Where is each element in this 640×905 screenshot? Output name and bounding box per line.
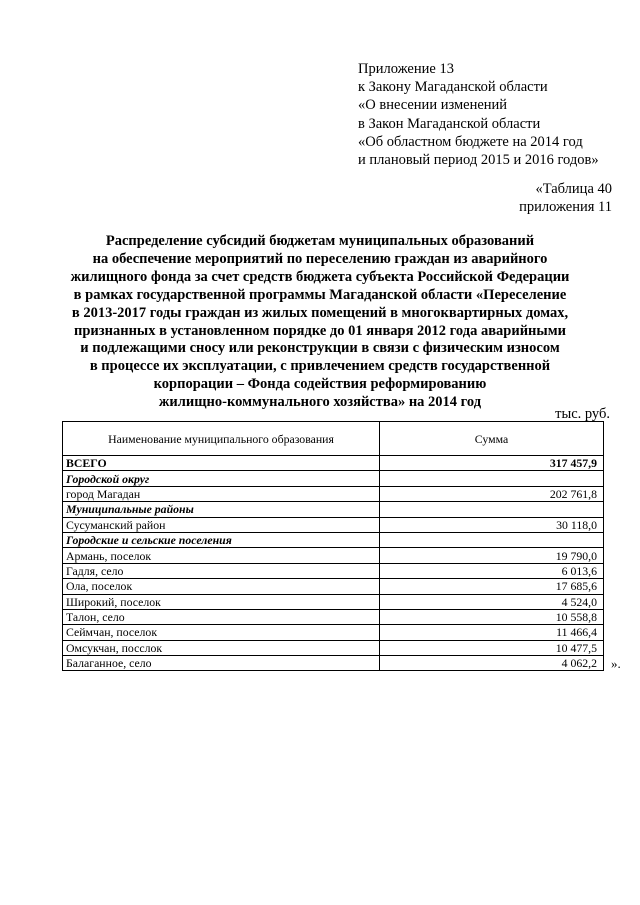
appendix-line: «О внесении изменений	[358, 97, 508, 114]
appendix-header	[358, 60, 633, 169]
title-line: на обеспечение мероприятий по переселению граждан из аварийного	[92, 250, 548, 267]
municipality-name: Сусуманский район	[63, 517, 380, 532]
table-row	[63, 548, 604, 563]
title-line: в рамках государственной программы Магаданской области «Переселение	[73, 286, 567, 303]
municipality-sum: 4 062,2	[380, 656, 604, 671]
column-header-sum: Сумма	[380, 422, 604, 456]
appendix-line: к Закону Магаданской области	[358, 79, 548, 96]
municipality-sum: 4 524,0	[380, 594, 604, 609]
title-line: и подлежащими сносу или реконструкции в связи с физическим износом	[80, 340, 560, 357]
appendix-line: в Закон Магаданской области	[358, 115, 541, 132]
group-heading-row	[63, 502, 604, 517]
table-row	[63, 656, 604, 671]
table-row	[63, 563, 604, 578]
municipality-sum: 17 685,6	[380, 579, 604, 594]
group-heading-row	[63, 532, 604, 547]
municipality-name: Талон, село	[63, 609, 380, 624]
title-line: в процессе их эксплуатации, с привлечением средств государственной	[89, 358, 551, 375]
appendix-line: и плановый период 2015 и 2016 годов»	[358, 152, 599, 169]
municipality-sum: 202 761,8	[380, 486, 604, 501]
table-row	[63, 486, 604, 501]
municipality-name: Сеймчан, поселок	[63, 625, 380, 640]
municipality-name: Армань, поселок	[63, 548, 380, 563]
title-line: жилищно-коммунального хозяйства» на 2014 год	[158, 394, 482, 411]
table-row	[63, 640, 604, 655]
municipality-sum: 30 118,0	[380, 517, 604, 532]
table-header-row	[63, 422, 604, 456]
empty-cell	[380, 532, 604, 547]
title-line: Распределение субсидий бюджетам муниципальных образований	[105, 233, 535, 249]
table-reference-line: «Таблица 40	[535, 181, 612, 197]
table-row	[63, 625, 604, 640]
group-heading: Городские и сельские поселения	[63, 532, 380, 547]
municipality-sum: 10 558,8	[380, 609, 604, 624]
municipality-name: Гадля, село	[63, 563, 380, 578]
table-row	[63, 579, 604, 594]
table-reference	[519, 180, 612, 216]
table-row	[63, 609, 604, 624]
title-line: жилищного фонда за счет средств бюджета субъекта Российской Федерации	[70, 268, 570, 285]
empty-cell	[380, 471, 604, 486]
column-header-name: Наименование муниципального образования	[63, 422, 380, 456]
table-row	[63, 594, 604, 609]
document-title	[40, 233, 600, 412]
appendix-line: «Об областном бюджете на 2014 год	[358, 133, 583, 150]
title-line: в 2013-2017 годы граждан из жилых помещений в многоквартирных домах,	[71, 304, 569, 321]
title-line: признанных в установленном порядке до 01 января 2012 года аварийными	[74, 322, 566, 339]
municipality-sum: 11 466,4	[380, 625, 604, 640]
group-heading: Городской округ	[63, 471, 380, 486]
empty-cell	[380, 502, 604, 517]
municipality-sum: 10 477,5	[380, 640, 604, 655]
title-line: корпорации – Фонда содействия реформированию	[153, 376, 487, 393]
table-reference-line: приложения 11	[519, 199, 612, 216]
group-heading: Муниципальные районы	[63, 502, 380, 517]
table-row	[63, 517, 604, 532]
total-label: ВСЕГО	[63, 456, 380, 471]
closing-quote-mark: ».	[611, 656, 621, 671]
municipality-sum: 6 013,6	[380, 563, 604, 578]
total-row	[63, 456, 604, 471]
group-heading-row	[63, 471, 604, 486]
subsidy-table	[62, 421, 604, 671]
municipality-sum: 19 790,0	[380, 548, 604, 563]
municipality-name: город Магадан	[63, 486, 380, 501]
units-label: тыс. руб.	[555, 406, 610, 422]
total-sum: 317 457,9	[380, 456, 604, 471]
municipality-name: Ола, поселок	[63, 579, 380, 594]
municipality-name: Балаганное, село	[63, 656, 380, 671]
municipality-name: Омсукчан, посслок	[63, 640, 380, 655]
appendix-line: Приложение 13	[358, 61, 454, 77]
municipality-name: Широкий, поселок	[63, 594, 380, 609]
